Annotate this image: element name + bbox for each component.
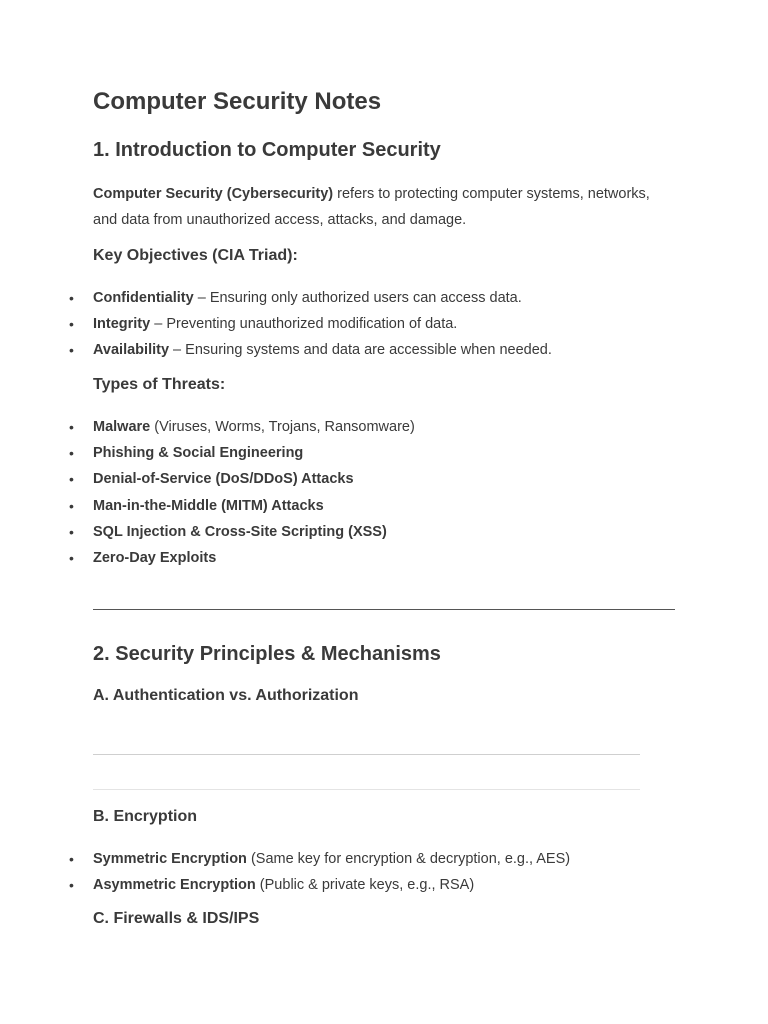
- list-item-desc: (Public & private keys, e.g., RSA): [255, 877, 475, 894]
- list-item: [69, 337, 552, 363]
- section-divider: [93, 609, 675, 610]
- section-1-heading: 1. Introduction to Computer Security: [93, 139, 441, 161]
- list-item-desc: (Same key for encryption & decryption, e.g., AES): [246, 851, 571, 867]
- list-item-term: Denial-of-Service (DoS/DDoS) Attacks: [93, 471, 354, 488]
- intro-term: Computer Security (Cybersecurity): [93, 186, 334, 202]
- intro-text: refers to protecting computer systems, networks, and data from unauthorized access, attacks, and damage.: [93, 186, 650, 228]
- intro-paragraph: [93, 181, 653, 233]
- list-item-desc: – Preventing unauthorized modification of data.: [150, 316, 458, 333]
- list-item: [69, 440, 415, 466]
- bullet-icon: •: [69, 342, 74, 359]
- objectives-list: [69, 285, 552, 364]
- list-item-desc: – Ensuring only authorized users can access data.: [193, 290, 522, 306]
- list-item: [69, 285, 552, 311]
- list-item: [69, 846, 570, 872]
- bullet-icon: •: [69, 877, 74, 894]
- list-item-desc: (Viruses, Worms, Trojans, Ransomware): [150, 419, 415, 435]
- encryption-list: [69, 846, 570, 898]
- list-item-term: Asymmetric Encryption: [93, 877, 256, 894]
- list-item-term: Zero-Day Exploits: [93, 550, 217, 567]
- subsection-a-heading: A. Authentication vs. Authorization: [93, 687, 359, 704]
- bullet-icon: •: [69, 497, 74, 514]
- list-item-term: Confidentiality: [93, 290, 194, 306]
- list-item-desc: – Ensuring systems and data are accessible when needed.: [169, 342, 552, 359]
- subsection-b-heading: B. Encryption: [93, 808, 198, 825]
- list-item-term: Symmetric Encryption: [93, 851, 247, 867]
- list-item: [69, 493, 415, 519]
- bullet-icon: •: [69, 419, 74, 435]
- bullet-icon: •: [69, 445, 74, 462]
- bullet-icon: •: [69, 523, 74, 540]
- list-item: [69, 414, 415, 440]
- threats-list: [69, 414, 415, 571]
- list-item-term: Integrity: [93, 316, 151, 333]
- list-item-term: Man-in-the-Middle (MITM) Attacks: [93, 497, 324, 514]
- list-item: [69, 519, 415, 545]
- list-item: [69, 466, 415, 492]
- bullet-icon: •: [69, 851, 74, 867]
- list-item: [69, 545, 415, 571]
- list-item-term: Malware: [93, 419, 151, 435]
- list-item: [69, 311, 552, 337]
- bullet-icon: •: [69, 550, 74, 567]
- bullet-icon: •: [69, 290, 74, 306]
- bullet-icon: •: [69, 471, 74, 488]
- section-2-heading: 2. Security Principles & Mechanisms: [93, 643, 441, 665]
- list-item: [69, 872, 570, 898]
- subsection-c-heading: C. Firewalls & IDS/IPS: [93, 910, 260, 927]
- list-item-term: Availability: [93, 342, 170, 359]
- list-item-term: SQL Injection & Cross-Site Scripting (XSS): [93, 523, 387, 540]
- bullet-icon: •: [69, 316, 74, 333]
- table-top-border: [93, 754, 640, 755]
- threats-heading: Types of Threats:: [93, 376, 226, 393]
- page-title: Computer Security Notes: [93, 88, 382, 115]
- table-bottom-border: [93, 789, 640, 790]
- objectives-heading: Key Objectives (CIA Triad):: [93, 247, 298, 264]
- list-item-term: Phishing & Social Engineering: [93, 445, 304, 462]
